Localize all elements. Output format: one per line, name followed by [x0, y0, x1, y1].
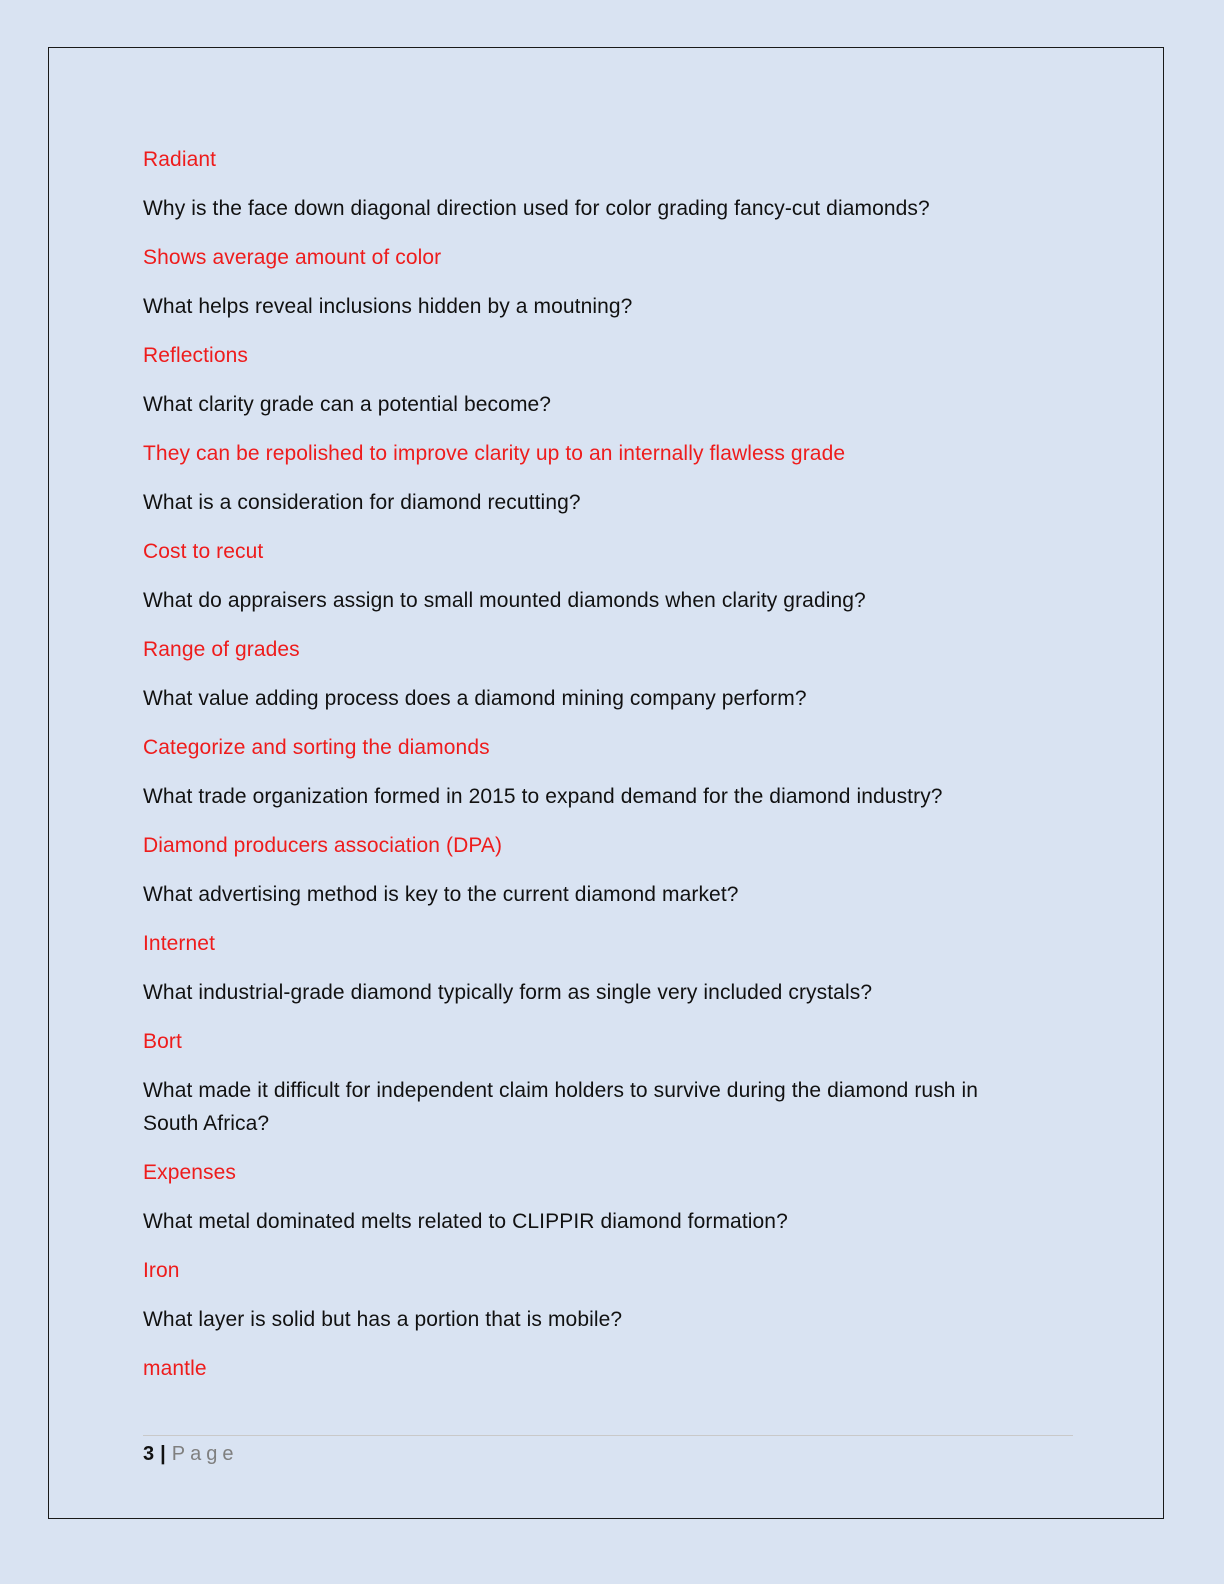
question-text: What clarity grade can a potential become?: [143, 393, 552, 416]
answer-text: Diamond producers association (DPA): [143, 834, 503, 857]
page-label: Page: [171, 1443, 239, 1465]
answer-text: Cost to recut: [143, 540, 264, 563]
answer-text: Expenses: [143, 1161, 237, 1184]
answer-text: Range of grades: [143, 638, 300, 661]
answer-text: Iron: [143, 1259, 180, 1282]
answer-text: Bort: [143, 1030, 182, 1053]
question-text: What helps reveal inclusions hidden by a moutning?: [143, 295, 633, 318]
answer-text: They can be repolished to improve clarity up to an internally flawless grade: [143, 442, 846, 465]
answer-text: Shows average amount of color: [143, 246, 442, 269]
question-text: What do appraisers assign to small mounted diamonds when clarity grading?: [143, 589, 866, 612]
question-text: What industrial-grade diamond typically form as single very included crystals?: [143, 981, 873, 1004]
page-number: 3: [143, 1443, 155, 1465]
answer-text: Reflections: [143, 344, 248, 367]
question-text: What layer is solid but has a portion that is mobile?: [143, 1308, 623, 1331]
question-text: Why is the face down diagonal direction used for color grading fancy-cut diamonds?: [143, 197, 930, 220]
answer-text: Categorize and sorting the diamonds: [143, 736, 490, 759]
footer-divider: [143, 1435, 1073, 1436]
footer-separator: |: [160, 1443, 166, 1465]
answer-text: Internet: [143, 932, 216, 955]
question-text: What metal dominated melts related to CLIPPIR diamond formation?: [143, 1210, 788, 1233]
page-footer: [143, 1440, 238, 1468]
answer-text: Radiant: [143, 148, 217, 171]
answer-text: mantle: [143, 1357, 207, 1380]
qa-list: [143, 143, 1033, 1401]
question-text: What made it difficult for independent claim holders to survive during the diamond rush in South Africa?: [143, 1079, 979, 1135]
question-text: What advertising method is key to the current diamond market?: [143, 883, 739, 906]
question-text: What trade organization formed in 2015 to expand demand for the diamond industry?: [143, 785, 943, 808]
question-text: What value adding process does a diamond mining company perform?: [143, 687, 807, 710]
question-text: What is a consideration for diamond recutting?: [143, 491, 581, 514]
